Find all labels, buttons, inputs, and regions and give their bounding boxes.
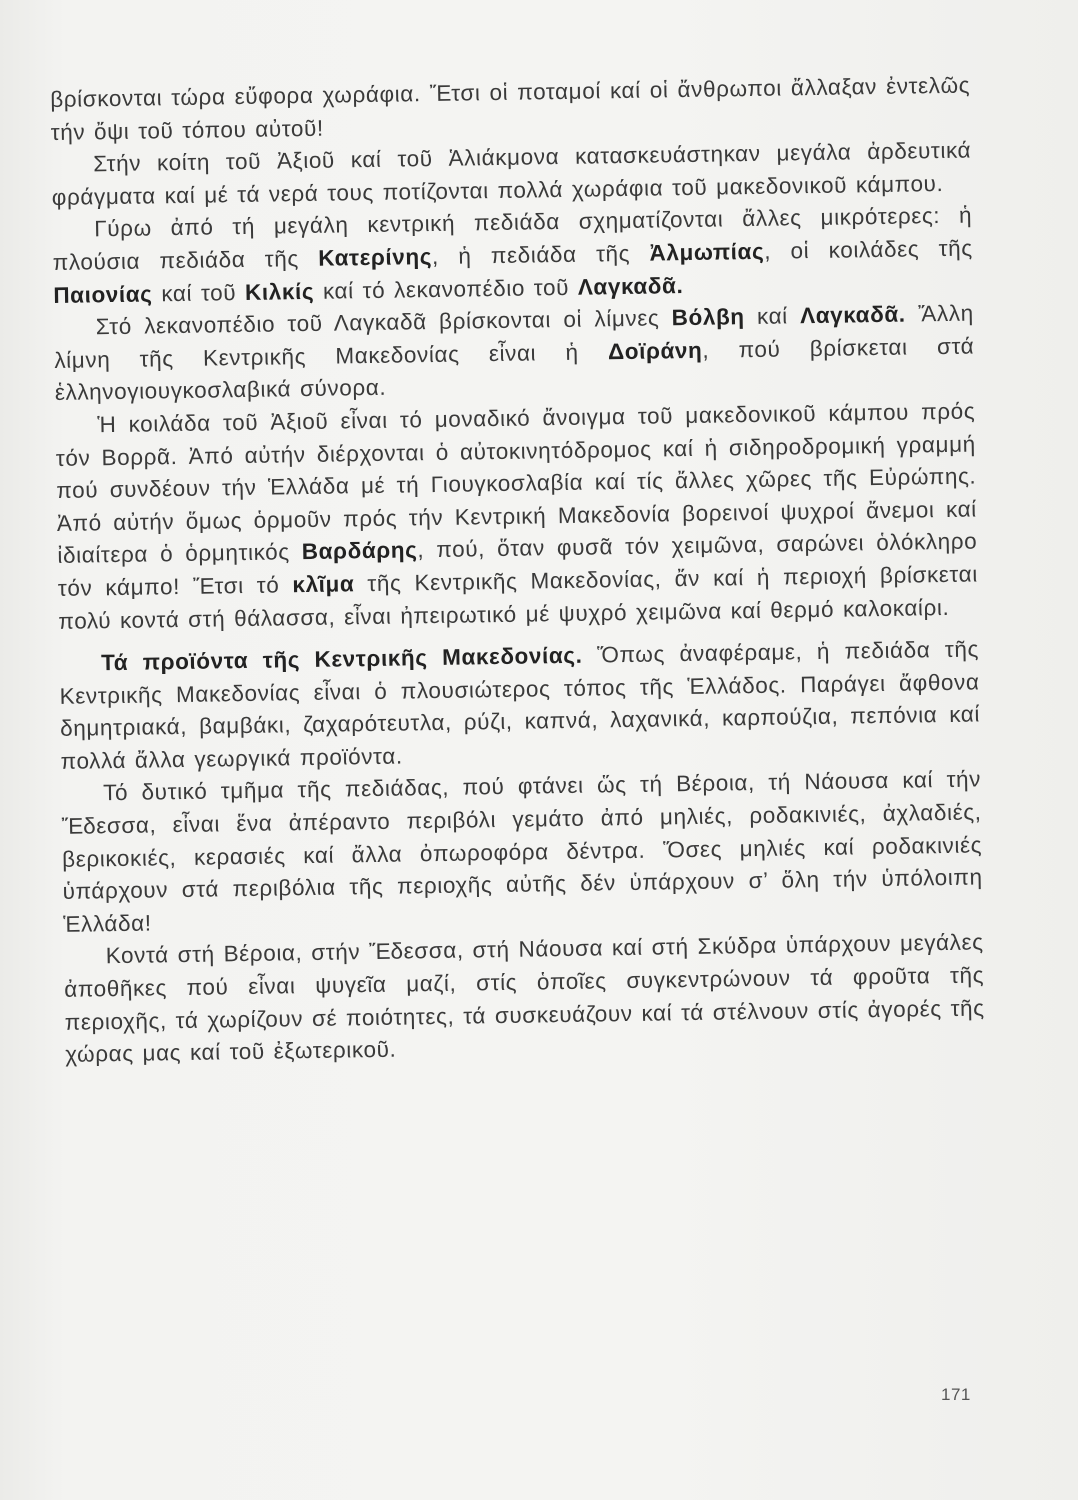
text-run: Στό λεκανοπέδιο τοῦ Λαγκαδᾶ βρίσκονται οἱ λίμνες	[95, 305, 672, 340]
text-run: , ἡ πεδιάδα τῆς	[431, 240, 650, 269]
text-run: Ἡ κοιλάδα τοῦ Ἀξιοῦ εἶναι τό μοναδικό ἄνοιγμα τοῦ μακεδονικοῦ κάμπου πρός τόν Βορρᾶ. Ἀπό αὐτήν διέρχονται ὁ αὐτοκινητόδρομος καί ἡ σιδηροδρομική γραμμή πού συνδέουν τήν Ἑλλάδα μέ τή Γιουγκοσλαβία καί τίς ἄλλες χῶρες τῆς Εὐρώπης. Ἀπό αὐτήν ὅμως ὁρμοῦν πρός τήν Κεντρική Μακεδονία βορεινοί ψυχροί ἄνεμοι καί ἰδιαίτερα ὁ ὁρμητικός	[55, 398, 977, 569]
bold-term: Παιονίας	[53, 280, 153, 308]
bold-term: Τά προϊόντα τῆς Κεντρικῆς Μακεδονίας.	[100, 642, 583, 676]
paragraph	[63, 927, 985, 1072]
text-run: , πού βρίσκεται στά ἑλληνογιουγκοσλαβικά σύνορα.	[54, 333, 975, 406]
text-run: καί τό λεκανοπέδιο τοῦ	[313, 274, 579, 304]
text-run: Ὅπως ἀναφέραμε, ἡ πεδιάδα τῆς Κεντρικῆς Μακεδονίας εἶναι ὁ πλουσιώτερος τόπος τῆς Ἑλλάδος. Παράγει ἄφθονα δημητριακά, βαμβάκι, ζαχαρότευτλα, ρύζι, καπνά, λαχανικά, καρπούζια, πεπόνια καί πολλά ἄλλα γεωργικά προϊόντα.	[59, 636, 981, 774]
body-text	[50, 70, 985, 1072]
text-run: καί τοῦ	[152, 279, 246, 306]
text-run: καί	[744, 303, 801, 330]
text-run: τῆς Κεντρικῆς Μακεδονίας, ἄν καί ἡ περιοχή βρίσκεται πολύ κοντά στή θάλασσα, εἶναι ἠπειρωτικό μέ ψυχρό χειμῶνα καί θερμό καλοκαίρι.	[58, 561, 979, 634]
paragraph	[55, 395, 978, 638]
bold-term: Δοϊράνη	[607, 337, 703, 365]
bold-term: Κατερίνης	[318, 243, 433, 271]
text-run: Ἄλλη λίμνη τῆς Κεντρικῆς Μακεδονίας εἶναι ἡ	[54, 300, 974, 373]
text-run: Στήν κοίτη τοῦ Ἀξιοῦ καί τοῦ Ἁλιάκμονα κατασκευάστηκαν μεγάλα ἀρδευτικά φράγματα καί μέ τά νερά τους ποτίζονται πολλά χωράφια τοῦ μακεδονικοῦ κάμπου.	[51, 137, 972, 210]
page-number: 171	[941, 1385, 971, 1404]
bold-term: Κιλκίς	[244, 278, 315, 305]
text-run: Τό δυτικό τμῆμα τῆς πεδιάδας, πού φτάνει ὥς τή Βέροια, τή Νάουσα καί τήν Ἔδεσσα, εἶναι ἕνα ἀπέραντο περιβόλι γεμάτο ἀπό μηλιές, ροδακινιές, ἀχλαδιές, βερικοκιές, κερασιές καί ἄλλα ὀπωροφόρα δέντρα. Ὅσες μηλιές καί ροδακινιές ὑπάρχουν στά περιβόλια τῆς περιοχῆς αὐτῆς δέν ὑπάρχουν σ’ ὅλη τήν ὑπόλοιπη Ἑλλάδα!	[61, 766, 983, 937]
bold-term: Βόλβη	[671, 304, 745, 331]
bold-term: Λαγκαδᾶ.	[577, 272, 684, 300]
text-run: Κοντά στή Βέροια, στήν Ἔδεσσα, στή Νάουσα καί στή Σκύδρα ὑπάρχουν μεγάλες ἀποθῆκες πού εἶναι ψυγεῖα μαζί, στίς ὁποῖες συγκεντρώνουν τά φροῦτα τῆς περιοχῆς, τά χωρίζουν σέ ποιότητες, τά συσκευάζουν καί τά στέλνουν στίς ἀγορές τῆς χώρας μας καί τοῦ ἐξωτερικοῦ.	[64, 929, 985, 1068]
bold-term: Λαγκαδᾶ.	[799, 301, 906, 329]
text-run: βρίσκονται τώρα εὔφορα χωράφια. Ἔτσι οἱ ποταμοί καί οἱ ἄνθρωποι ἄλλαξαν ἐντελῶς τήν ὄψι τοῦ τόπου αὐτοῦ!	[50, 72, 971, 145]
bold-term: Βαρδάρης	[301, 537, 418, 565]
paragraph	[59, 634, 981, 779]
bold-term: Ἀλμωπίας	[649, 238, 765, 266]
paragraph	[52, 200, 973, 312]
text-run: , πού, ὅταν φυσᾶ τόν χειμῶνα, σαρώνει ὁλόκληρο τόν κάμπο! Ἔτσι τό	[57, 528, 978, 601]
paragraph	[61, 764, 983, 941]
bold-term: κλῖμα	[292, 571, 355, 598]
text-run: , οἱ κοιλάδες τῆς	[764, 235, 973, 264]
paragraph	[54, 298, 975, 410]
text-run: Γύρω ἀπό τή μεγάλη κεντρική πεδιάδα σχηματίζονται ἄλλες μικρότερες: ἡ πλούσια πεδιάδα τῆς	[52, 202, 973, 275]
